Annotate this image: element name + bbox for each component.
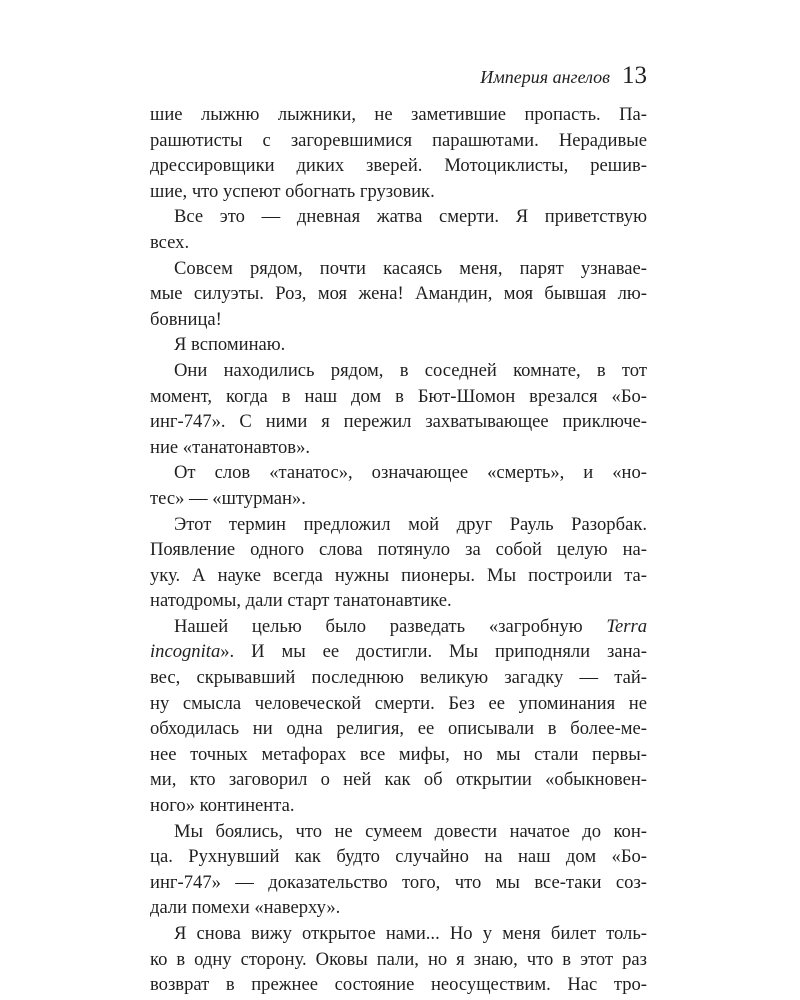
text-line: дрессировщики диких зверей. Мотоциклисты, решив- [150,155,647,177]
text-line: рашютисты с загоревшимися парашютами. Нерадивые [150,129,647,151]
text-line: нее точных метафорах все мифы, но мы стали первы- [150,743,647,765]
text-line: инг-747» — доказательство того, что мы все-таки соз- [150,871,647,893]
page-number: 13 [622,62,647,89]
text-line: Они находились рядом, в соседней комнате, в тот [174,359,647,381]
text-line: От слов «танатос», означающее «смерть», и «но- [174,462,647,484]
text-line: ние «танатонавтов». [150,436,311,458]
body-text [150,102,647,998]
text-line: шие лыжню лыжники, не заметившие пропасть. Па- [150,104,647,125]
text-line: Мы боялись, что не сумеем довести начатое до кон- [174,820,647,842]
text-line: всех. [150,231,190,253]
running-title: Империя ангелов [480,67,610,87]
text-line: момент, когда в наш дом в Бют-Шомон врезался «Бо- [150,385,647,407]
text-line: Я вспоминаю. [174,334,286,356]
text-line: дали помехи «наверху». [150,897,341,919]
text-line: ного» континента. [150,795,295,817]
text-line: инг-747». С ними я пережил захватывающее приключе- [150,411,647,433]
text-line: Я снова вижу открытое нами... Но у меня билет толь- [174,923,647,944]
text-line: ми, кто заговорил о ней как об открытии «обыкновен- [150,769,647,791]
text-line: бовница! [150,308,222,330]
text-line: Совсем рядом, почти касаясь меня, парят узнавае- [174,257,647,279]
text-line: обходилась ни одна религия, ее описывали в более-ме- [150,718,647,740]
italic-term: Terra [606,615,647,637]
text-line: ца. Рухнувший как будто случайно на наш дом «Бо- [150,846,647,868]
text-line: уку. А науке всегда нужны пионеры. Мы построили та- [150,564,647,586]
text-line: Появление одного слова потянуло за собой целую на- [150,539,647,561]
text-line: incognita». И мы ее достигли. Мы приподняли зана- [150,641,647,663]
italic-term: incognita [150,641,221,663]
text-line: ко в одну сторону. Оковы пали, но я знаю, что в этот раз [150,948,647,970]
text-line: Все это — дневная жатва смерти. Я приветствую [174,206,647,228]
text-line: тес» — «штурман». [150,487,306,509]
text-line: вес, скрывавший последнюю великую загадку — тай- [150,667,647,689]
text-line: натодромы, дали старт танатонавтике. [150,590,452,612]
text-line: возврат в прежнее состояние неосуществим. Нас тро- [150,974,647,996]
text-line: Нашей целью было разведать «загробную Terra [174,615,647,637]
text-line: мые силуэты. Роз, моя жена! Амандин, моя бывшая лю- [150,283,647,305]
page-header [150,62,647,96]
text-line: ну смысла человеческой смерти. Без ее упоминания не [150,692,647,714]
text-line: Этот термин предложил мой друг Рауль Разорбак. [174,513,647,535]
text-line: шие, что успеют обогнать грузовик. [150,180,435,202]
